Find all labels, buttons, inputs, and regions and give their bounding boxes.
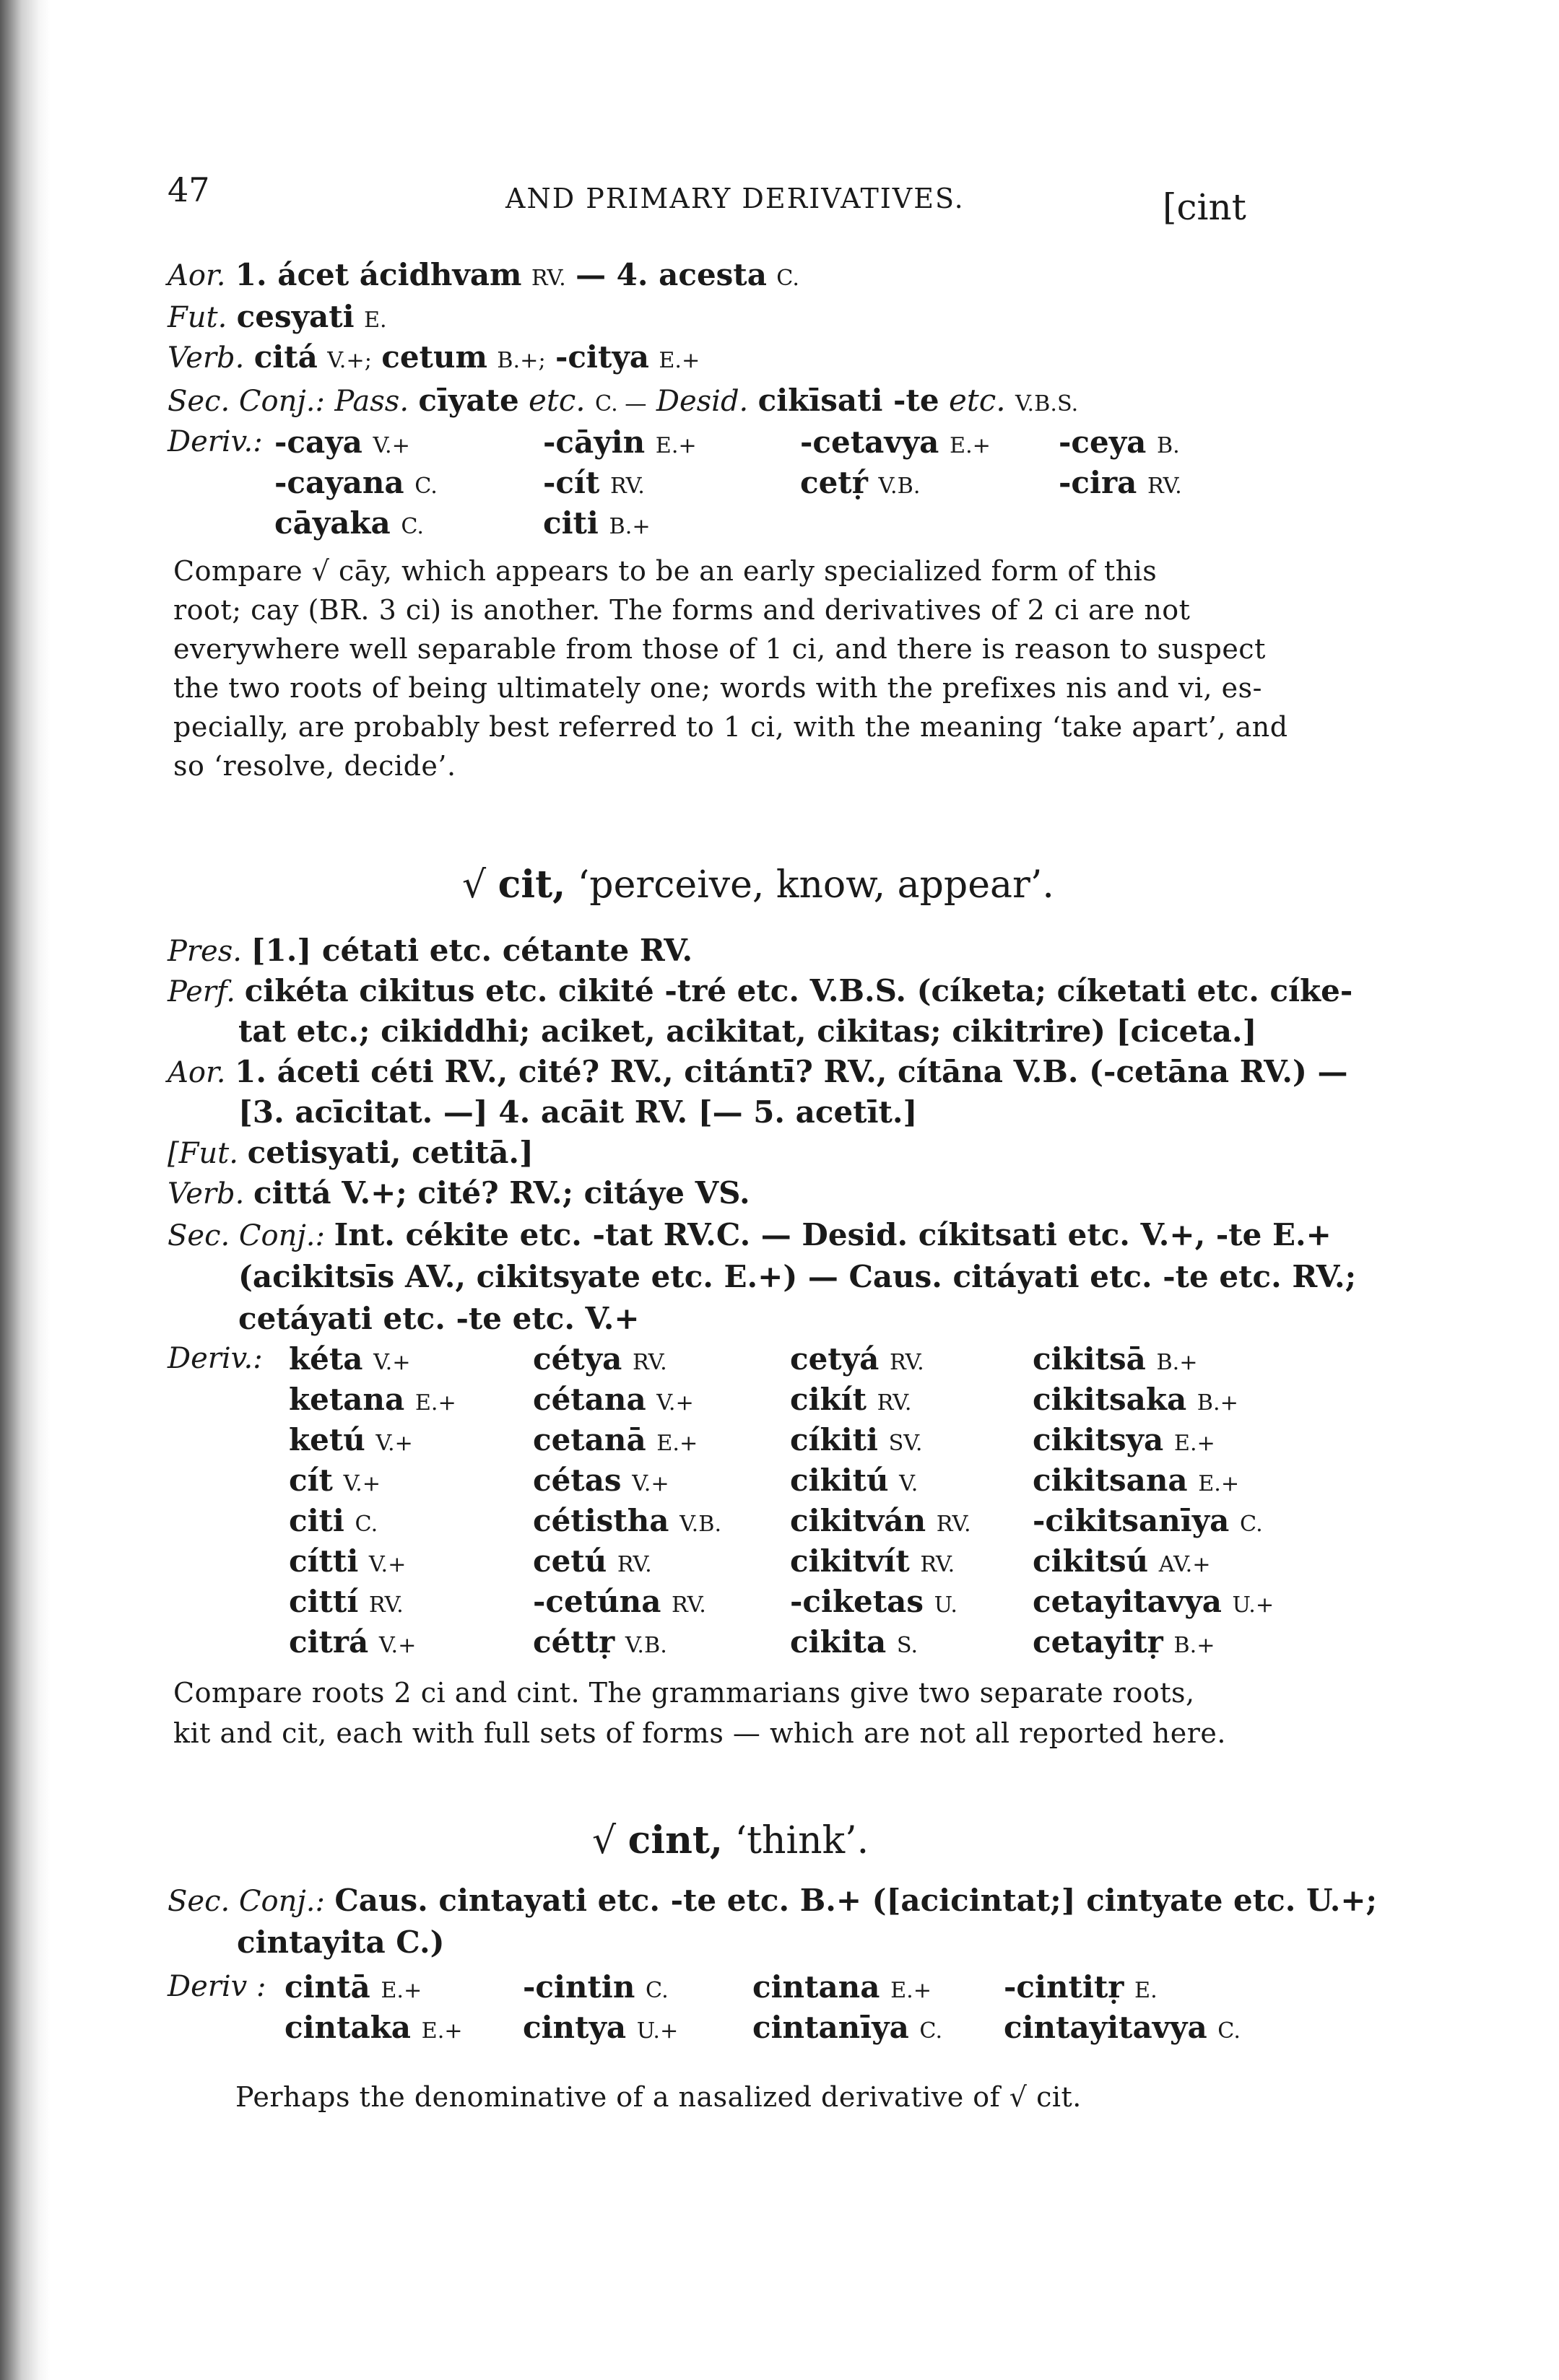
desid-etc: etc. [948, 383, 1006, 418]
deriv-source: E.+ [1198, 1471, 1240, 1496]
fut-source: E. [363, 308, 387, 333]
cit-deriv-item [790, 1422, 923, 1457]
deriv-source: C. [919, 2018, 943, 2044]
deriv-word: -cetavya [800, 424, 950, 460]
deriv-word: cítti [289, 1543, 369, 1579]
ci-note-line: pecially, are probably best referred to 1 ci, with the meaning ‘take apart’, and [173, 711, 1288, 743]
ci-deriv-item [543, 424, 697, 460]
right-bracket-mark: [cint [1163, 186, 1246, 228]
deriv-source: B.+ [1156, 1350, 1198, 1375]
cit-deriv-item [1033, 1503, 1263, 1538]
cit-deriv-item [533, 1382, 694, 1417]
deriv-source: E.+ [1173, 1431, 1215, 1456]
ci-deriv-item [543, 505, 651, 541]
cint-secconj-line [168, 1883, 1378, 1918]
deriv-word: cikitsana [1033, 1463, 1199, 1498]
cit-deriv-item [790, 1341, 924, 1377]
deriv-source: C. [401, 514, 425, 539]
deriv-source: RV. [609, 474, 645, 499]
cit-form-text: (acikitsīs AV., cikitsyate etc. E.+) — Caus. citáyati etc. -te etc. RV.; [238, 1259, 1357, 1294]
deriv-word: -cintin [523, 1969, 646, 2005]
deriv-word: cetú [533, 1543, 617, 1579]
cit-deriv-item [289, 1543, 407, 1579]
deriv-word: -cāyin [543, 424, 656, 460]
aor-source: RV. [531, 266, 566, 291]
deriv-word: cintayitavya [1004, 2010, 1218, 2045]
fut-forms: cesyati [236, 299, 355, 334]
ci-note-line: Compare √ cāy, which appears to be an early specialized form of this [173, 555, 1158, 587]
cit-deriv-item [790, 1503, 971, 1538]
fut-line [168, 299, 387, 334]
deriv-word: cetyá [790, 1341, 890, 1377]
aor-label: Aor. [168, 259, 226, 292]
pass-etc: etc. [529, 383, 586, 418]
deriv-word: cít [289, 1463, 344, 1498]
pass-label: Pass. [334, 385, 409, 418]
cit-deriv-item [289, 1422, 413, 1457]
cint-deriv-item [752, 1969, 932, 2005]
aor-line [168, 257, 799, 292]
deriv-source: V.+ [343, 1471, 381, 1496]
aor-forms-2: — 4. acesta [576, 257, 767, 292]
ci-deriv-item [1059, 465, 1182, 500]
cit-gloss: ‘perceive, know, appear’. [577, 863, 1054, 907]
ci-note-line: everywhere well separable from those of 1 ci, and there is reason to suspect [173, 633, 1266, 665]
secconj-line [168, 385, 1078, 416]
deriv-source: U.+ [1232, 1592, 1274, 1618]
cint-secconj-label: Sec. Conj.: [168, 1885, 325, 1918]
deriv-source: V. [899, 1471, 919, 1496]
cint-deriv-item [523, 2010, 679, 2045]
deriv-source: V.+ [373, 1350, 411, 1375]
cit-form-label: Sec. Conj.: [168, 1219, 334, 1252]
deriv-source: V.B. [679, 1512, 722, 1537]
deriv-word: cíkiti [790, 1422, 889, 1457]
cit-form-line [168, 1175, 750, 1211]
deriv-word: citrá [289, 1624, 379, 1660]
deriv-source: B.+ [1197, 1390, 1238, 1416]
deriv-source: RV. [877, 1390, 912, 1416]
page-number: 47 [168, 170, 210, 209]
cit-form-line [238, 1016, 1256, 1047]
aor-source-2: C. [776, 266, 799, 291]
deriv-word: céttṛ [533, 1624, 625, 1660]
ci-deriv-item [1059, 424, 1180, 460]
cit-deriv-item [289, 1503, 378, 1538]
deriv-source: C. [1240, 1512, 1263, 1537]
cint-deriv-item [752, 2010, 943, 2045]
deriv-word: cétana [533, 1382, 657, 1417]
cit-form-label: Verb. [168, 1177, 254, 1211]
deriv-source: V.+ [378, 1633, 417, 1658]
cit-deriv-item [533, 1584, 706, 1619]
cint-secconj-line-2: cintayita C.) [237, 1925, 445, 1960]
cit-deriv-item [289, 1624, 417, 1660]
cit-deriv-item [289, 1341, 411, 1377]
cit-form-label: [Fut. [168, 1137, 248, 1170]
cit-deriv-item [1033, 1341, 1198, 1377]
ci-deriv-item [274, 465, 438, 500]
pass-source: C. — [595, 391, 647, 417]
deriv-word: -ciketas [790, 1584, 934, 1619]
deriv-word: -cetúna [533, 1584, 672, 1619]
cit-deriv-item [533, 1341, 667, 1377]
deriv-word: cetayitavya [1033, 1584, 1233, 1619]
cit-form-text: cetisyati, cetitā.] [247, 1135, 534, 1170]
secconj-label: Sec. Conj.: [168, 385, 325, 418]
cit-deriv-item [533, 1465, 669, 1496]
verb-source-1: V.+; [327, 348, 372, 373]
ci-deriv-item [274, 424, 410, 460]
desid-form: cikīsati -te [757, 383, 939, 418]
cit-deriv-label: Deriv.: [168, 1342, 263, 1375]
cit-deriv-item [533, 1503, 722, 1538]
deriv-source: B.+ [609, 514, 651, 539]
cit-form-label: Aor. [168, 1056, 235, 1089]
cit-deriv-item [533, 1422, 698, 1457]
cit-deriv-item [790, 1584, 957, 1619]
cit-form-text: Int. cékite etc. -tat RV.C. — Desid. cíkitsati etc. V.+, -te E.+ [334, 1217, 1332, 1252]
ci-deriv-item [274, 505, 425, 541]
deriv-source: RV. [920, 1552, 955, 1577]
cint-heading [592, 1818, 869, 1862]
deriv-word: ketana [289, 1382, 415, 1417]
cint-deriv-item [285, 2010, 463, 2045]
deriv-source: E.+ [421, 2018, 463, 2044]
cit-form-text: 1. áceti céti RV., cité? RV., citántī? RV., cítāna V.B. (-cetāna RV.) — [235, 1054, 1348, 1089]
deriv-word: ketú [289, 1422, 376, 1457]
deriv-source: E.+ [656, 1431, 698, 1456]
cit-deriv-item [1033, 1543, 1211, 1579]
cit-form-text: [3. acīcitat. —] 4. acāit RV. [— 5. acetīt.] [238, 1094, 918, 1130]
verb-form-1: citá [253, 339, 318, 375]
deriv-source: U. [934, 1592, 957, 1618]
deriv-word: cintaka [285, 2010, 422, 2045]
cint-secconj-forms: Caus. cintayati etc. -te etc. B.+ ([acicintat;] cintyate etc. U.+; [334, 1883, 1378, 1918]
deriv-source: B. [1156, 433, 1180, 458]
deriv-word: cetayitṛ [1033, 1624, 1174, 1660]
fut-label: Fut. [168, 301, 227, 334]
cit-form-text: tat etc.; cikiddhi; aciket, acikitat, cikitas; cikitrire) [ciceta.] [238, 1014, 1257, 1049]
deriv-source: V.+ [375, 1431, 413, 1456]
deriv-word: cāyaka [274, 505, 401, 541]
cit-deriv-item [1033, 1624, 1215, 1660]
cit-deriv-item [533, 1624, 667, 1660]
ci-deriv-item [800, 465, 921, 500]
deriv-source: AV.+ [1158, 1552, 1211, 1577]
cit-note-line: kit and cit, each with full sets of forms — which are not all reported here. [173, 1717, 1226, 1749]
verb-line [168, 339, 700, 375]
ci-deriv-item [800, 424, 991, 460]
ci-note-line: so ‘resolve, decide’. [173, 750, 456, 782]
cit-deriv-item [1033, 1465, 1239, 1496]
cint-deriv-label: Deriv : [168, 1970, 266, 2003]
deriv-source: V.+ [373, 433, 410, 458]
deriv-source: V.+ [656, 1390, 694, 1416]
cint-gloss: ‘think’. [734, 1819, 869, 1862]
deriv-source: U.+ [636, 2018, 679, 2044]
deriv-word: cikitsaka [1033, 1382, 1197, 1417]
deriv-source: E.+ [414, 1390, 456, 1416]
cint-deriv-item [1004, 2010, 1241, 2045]
cit-deriv-item [533, 1543, 652, 1579]
deriv-word: citi [289, 1503, 355, 1538]
cit-deriv-item [1033, 1584, 1274, 1619]
cit-deriv-item [790, 1465, 918, 1496]
root-sign-icon: √ [462, 863, 487, 907]
deriv-source: C. [355, 1512, 378, 1537]
cit-form-line [168, 1054, 1348, 1089]
deriv-word: cintya [523, 2010, 637, 2045]
cit-deriv-item [790, 1624, 919, 1660]
deriv-word: cétas [533, 1463, 633, 1498]
deriv-source: V.B. [625, 1633, 667, 1658]
cit-deriv-item [1033, 1382, 1238, 1417]
cit-deriv-item [289, 1465, 381, 1496]
deriv-word: citi [543, 505, 609, 541]
deriv-source: S. [896, 1633, 919, 1658]
deriv-word: kéta [289, 1341, 374, 1377]
deriv-word: cetanā [533, 1422, 657, 1457]
deriv-word: cikitsú [1033, 1543, 1159, 1579]
cint-deriv-item [1004, 1969, 1158, 2005]
cit-root: cit, [498, 863, 566, 907]
deriv-source: RV. [368, 1592, 404, 1618]
cint-note: Perhaps the denominative of a nasalized derivative of √ cit. [235, 2081, 1082, 2113]
deriv-word: -cít [543, 465, 610, 500]
deriv-word: cikitván [790, 1503, 937, 1538]
deriv-source: RV. [672, 1592, 706, 1618]
verb-label: Verb. [168, 341, 245, 375]
cit-form-text: cetáyati etc. -te etc. V.+ [238, 1301, 640, 1336]
desid-label: Desid. [656, 385, 749, 418]
deriv-source: V.+ [632, 1471, 669, 1496]
cit-deriv-item [289, 1382, 456, 1417]
cit-form-line [238, 1094, 918, 1130]
cit-form-line [168, 933, 693, 968]
ci-deriv-item [543, 465, 645, 500]
ci-note-line: root; cay (BR. 3 ci) is another. The forms and derivatives of 2 ci are not [173, 594, 1191, 626]
deriv-source: V.+ [368, 1552, 407, 1577]
cit-deriv-item [1033, 1422, 1215, 1457]
deriv-source: RV. [617, 1552, 652, 1577]
deriv-source: RV. [632, 1350, 667, 1375]
deriv-source: RV. [889, 1350, 924, 1375]
deriv-word: cintā [285, 1969, 381, 2005]
cit-deriv-item [289, 1584, 404, 1619]
cint-deriv-item [523, 1969, 669, 2005]
running-title: AND PRIMARY DERIVATIVES. [505, 183, 965, 214]
deriv-source: E. [1134, 1978, 1158, 2003]
cit-form-line [168, 1217, 1332, 1252]
cit-deriv-item [790, 1543, 955, 1579]
cit-form-text: cittá V.+; cité? RV.; citáye VS. [253, 1175, 750, 1211]
deriv-word: -cikitsanīya [1033, 1503, 1241, 1538]
verb-source-3: E.+ [659, 348, 700, 373]
cit-form-line [238, 1301, 640, 1336]
deriv-word: cikita [790, 1624, 897, 1660]
deriv-source: C. [646, 1978, 669, 2003]
cint-root: cint, [627, 1818, 724, 1862]
deriv-word: cikitsya [1033, 1422, 1174, 1457]
deriv-word: cétistha [533, 1503, 680, 1538]
aor-forms: 1. ácet ácidhvam [235, 257, 522, 292]
deriv-source: E.+ [950, 433, 991, 458]
deriv-word: cintana [752, 1969, 891, 2005]
cit-note-line: Compare roots 2 ci and cint. The grammarians give two separate roots, [173, 1677, 1195, 1709]
pass-form: cīyate [418, 383, 519, 418]
deriv-source: RV. [1147, 474, 1182, 499]
deriv-word: cikitvít [790, 1543, 921, 1579]
verb-form-2: cetum [381, 339, 487, 375]
deriv-word: cittí [289, 1584, 369, 1619]
cit-heading [462, 863, 1054, 907]
root-sign-icon: √ [592, 1819, 617, 1862]
cint-deriv-item [285, 1969, 422, 2005]
desid-source: V.B.S. [1015, 391, 1079, 417]
deriv-word: cikít [790, 1382, 877, 1417]
cit-form-text: cikéta cikitus etc. cikité -tré etc. V.B.S. (cíketa; cíketati etc. cíke- [244, 973, 1353, 1008]
deriv-source: B.+ [1173, 1633, 1215, 1658]
deriv-word: cikitsā [1033, 1341, 1157, 1377]
deriv-source: E.+ [381, 1978, 422, 2003]
deriv-source: RV. [936, 1512, 971, 1537]
deriv-source: V.B. [878, 474, 921, 499]
deriv-word: cetṛ́ [800, 465, 879, 500]
deriv-word: cikitú [790, 1463, 900, 1498]
deriv-source: E.+ [655, 433, 697, 458]
deriv-word: -cira [1059, 465, 1147, 500]
cit-form-label: Perf. [168, 975, 245, 1008]
deriv-word: cétya [533, 1341, 633, 1377]
verb-source-2: B.+; [497, 348, 546, 373]
deriv-word: cintanīya [752, 2010, 920, 2045]
deriv-word: -ceya [1059, 424, 1157, 460]
deriv-word: -cayana [274, 465, 415, 500]
deriv-source: SV. [888, 1431, 923, 1456]
cit-form-line [238, 1259, 1357, 1294]
deriv-source: C. [1217, 2018, 1241, 2044]
cit-form-line [168, 973, 1353, 1008]
cit-form-text: [1.] cétati etc. cétante RV. [251, 933, 693, 968]
verb-form-3: -citya [555, 339, 649, 375]
cit-form-line [168, 1135, 534, 1170]
ci-note-line: the two roots of being ultimately one; words with the prefixes nis and vi, es- [173, 672, 1262, 704]
ci-deriv-label: Deriv.: [168, 425, 263, 458]
deriv-word: -caya [274, 424, 373, 460]
deriv-word: -cintitṛ [1004, 1969, 1135, 2005]
deriv-source: E.+ [890, 1978, 932, 2003]
cit-deriv-item [790, 1382, 912, 1417]
cit-form-label: Pres. [168, 935, 251, 968]
deriv-source: C. [414, 474, 438, 499]
